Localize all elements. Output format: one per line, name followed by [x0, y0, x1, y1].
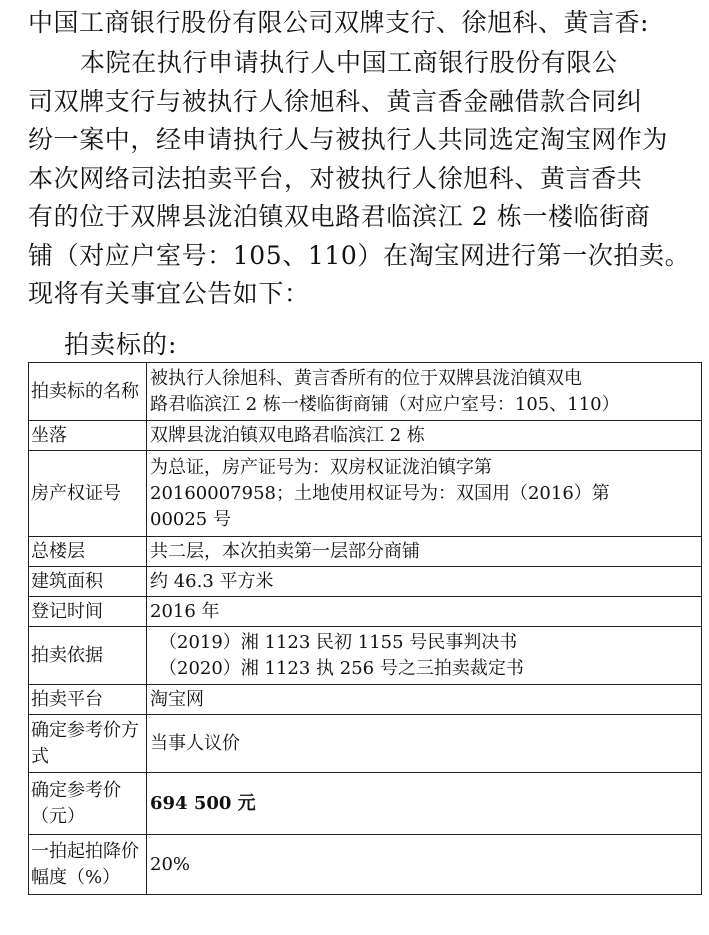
value-line: 路君临滨江 2 栋一楼临街商铺（对应户室号：105、110）	[150, 393, 620, 415]
table-row	[29, 421, 702, 451]
table-row	[29, 451, 702, 537]
row-value-reference-price	[147, 773, 702, 835]
row-label-floors: 总楼层	[29, 537, 147, 567]
row-value-platform	[147, 685, 702, 715]
auction-target-table	[28, 362, 702, 895]
paragraph-line: 纷一案中，经申请执行人与被执行人共同选定淘宝网作为	[28, 125, 669, 154]
row-label-platform: 拍卖平台	[29, 685, 147, 715]
row-value-price-method	[147, 715, 702, 773]
value-line: 为总证，房产证号为：双房权证泷泊镇字第	[150, 456, 492, 478]
row-label-registration-date: 登记时间	[29, 597, 147, 627]
value-line: 20%	[150, 853, 191, 875]
row-label-area: 建筑面积	[29, 567, 147, 597]
value-line: 被执行人徐旭科、黄言香所有的位于双牌县泷泊镇双电	[150, 367, 582, 389]
table-row	[29, 537, 702, 567]
table-row	[29, 835, 702, 895]
row-value-certificate	[147, 451, 702, 537]
row-label-certificate: 房产权证号	[29, 451, 147, 537]
value-line: （2019）湘 1123 民初 1155 号民事判决书	[159, 631, 518, 653]
value-line: 2016 年	[150, 600, 220, 622]
value-line: 淘宝网	[150, 688, 204, 710]
row-label-basis: 拍卖依据	[29, 627, 147, 685]
table-row	[29, 715, 702, 773]
row-value-price-reduction	[147, 835, 702, 895]
row-value-floors	[147, 537, 702, 567]
paragraph-line: 司双牌支行与被执行人徐旭科、黄言香金融借款合同纠	[28, 86, 643, 116]
notice-addressee: 中国工商银行股份有限公司双牌支行、徐旭科、黄言香:	[28, 8, 649, 37]
value-line: 约 46.3 平方米	[150, 570, 274, 592]
paragraph-line: 本次网络司法拍卖平台，对被执行人徐旭科、黄言香共	[28, 163, 643, 193]
row-label-price-method: 确定参考价方式	[29, 715, 147, 773]
row-value-registration-date	[147, 597, 702, 627]
row-value-location	[147, 421, 702, 451]
row-label-item-name: 拍卖标的名称	[29, 363, 147, 421]
value-line: （2020）湘 1123 执 256 号之三拍卖裁定书	[159, 657, 524, 679]
table-row	[29, 597, 702, 627]
value-line: 00025 号	[150, 508, 231, 530]
table-row	[29, 773, 702, 835]
row-label-price-reduction: 一拍起拍降价幅度（%）	[29, 835, 147, 895]
section-heading: 拍卖标的:	[64, 330, 178, 359]
row-label-location: 坐落	[29, 421, 147, 451]
table-row	[29, 685, 702, 715]
row-value-basis	[147, 627, 702, 685]
value-line: 共二层，本次拍卖第一层部分商铺	[150, 540, 420, 562]
paragraph-line: 现将有关事宜公告如下：	[28, 279, 310, 308]
paragraph-line: 本院在执行申请执行人中国工商银行股份有限公	[80, 48, 618, 77]
row-value-area	[147, 567, 702, 597]
value-line: 20160007958；土地使用权证号为：双国用（2016）第	[150, 482, 610, 504]
table-row	[29, 627, 702, 685]
value-line: 当事人议价	[150, 732, 240, 754]
row-label-reference-price: 确定参考价（元）	[29, 773, 147, 835]
table-row	[29, 363, 702, 421]
value-line: 694 500 元	[150, 792, 256, 814]
notice-paragraph	[28, 44, 700, 314]
paragraph-line: 铺（对应户室号：105、110）在淘宝网进行第一次拍卖。	[28, 240, 691, 270]
row-value-item-name	[147, 363, 702, 421]
value-line: 双牌县泷泊镇双电路君临滨江 2 栋	[150, 424, 425, 446]
table-row	[29, 567, 702, 597]
paragraph-line: 有的位于双牌县泷泊镇双电路君临滨江 2 栋一楼临街商	[28, 202, 651, 231]
